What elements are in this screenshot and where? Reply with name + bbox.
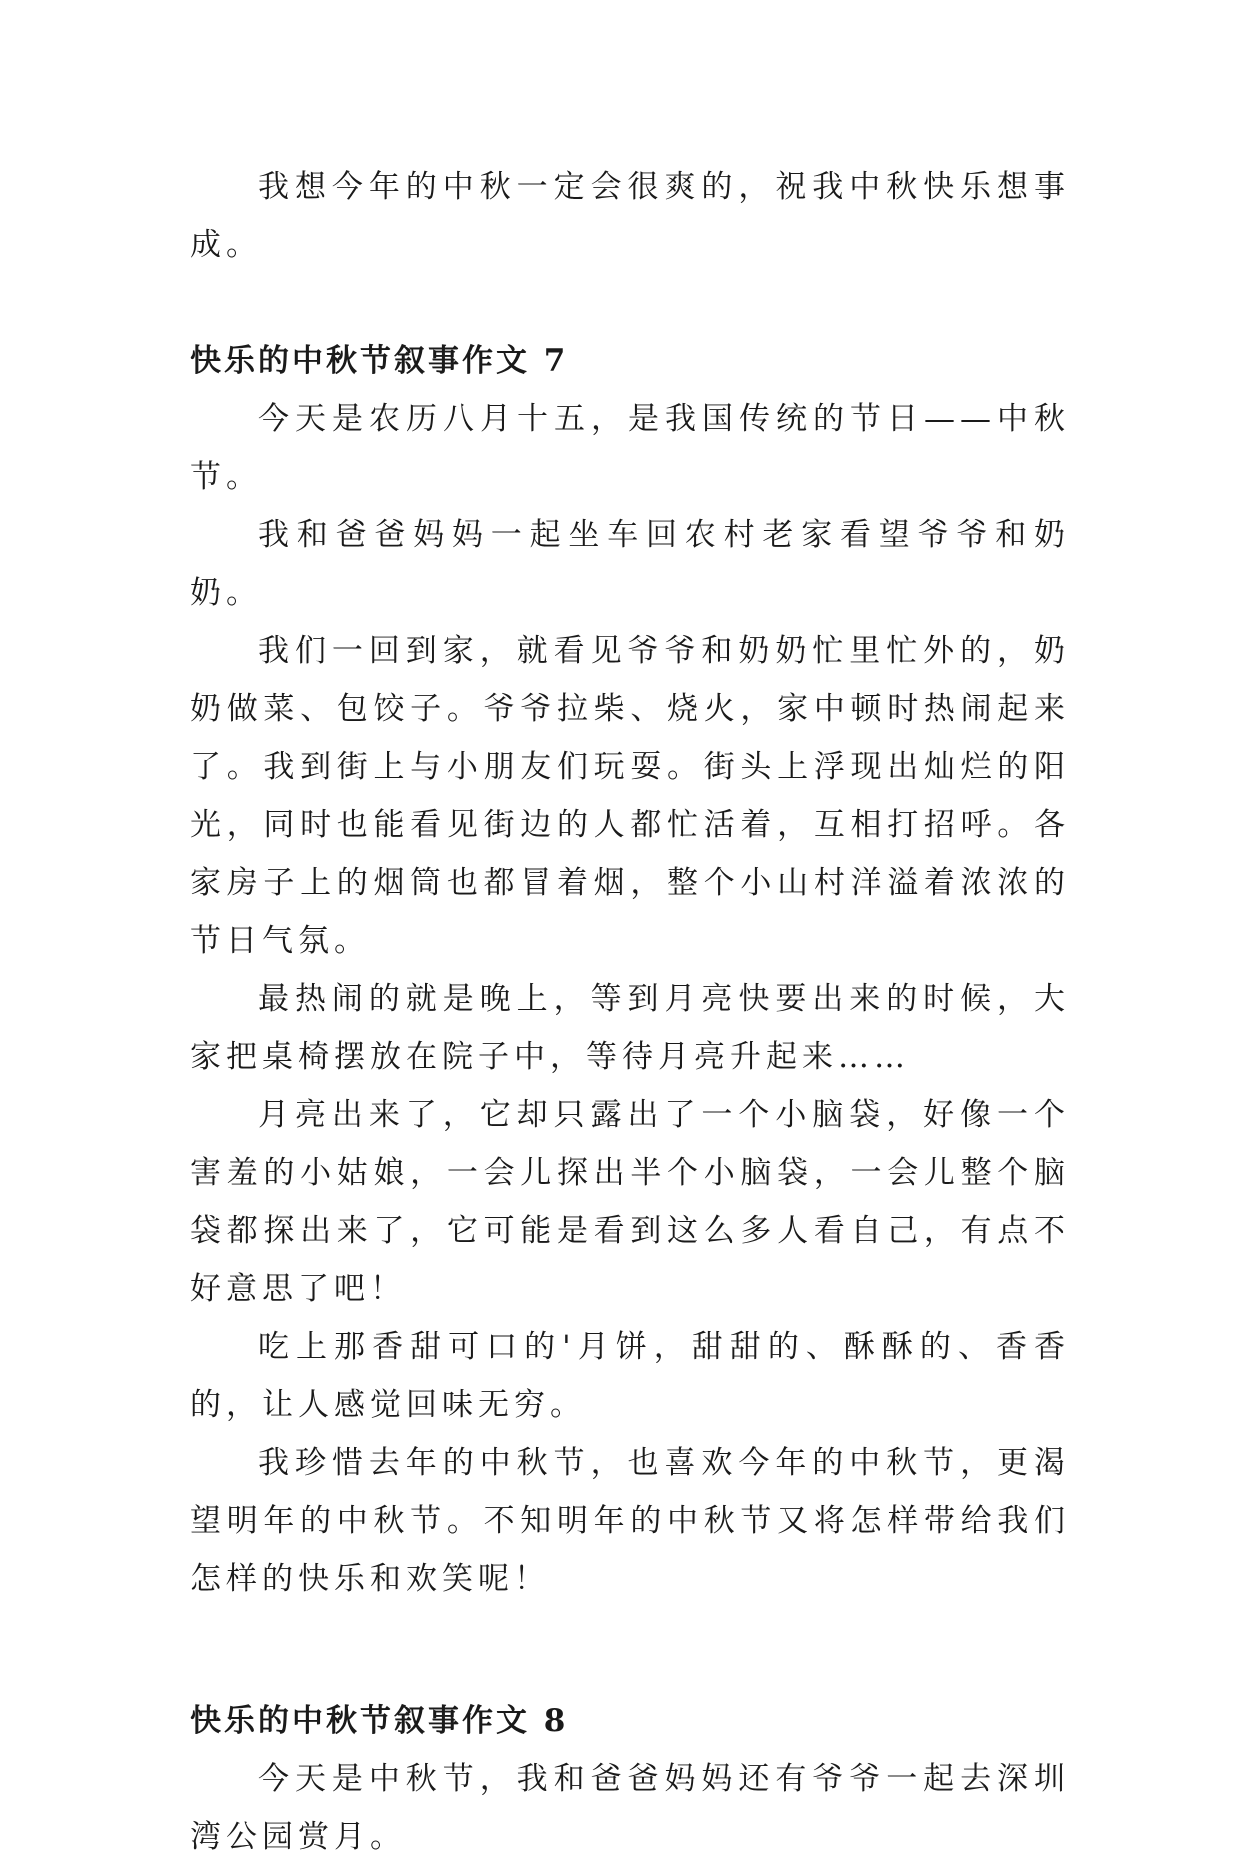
section-heading-8: 快乐的中秋节叙事作文 8 — [190, 1703, 569, 1739]
document-body — [190, 158, 1070, 1866]
paragraph: 今天是农历八月十五，是我国传统的节日——中秋节。 — [190, 401, 1070, 495]
paragraph: 今天是中秋节，我和爸爸妈妈还有爷爷一起去深圳湾公园赏月。 — [190, 1761, 1070, 1855]
paragraph: 我们一回到家，就看见爷爷和奶奶忙里忙外的，奶奶做菜、包饺子。爷爷拉柴、烧火，家中顿时热闹起来了。我到街上与小朋友们玩耍。街头上浮现出灿烂的阳光，同时也能看见街边的人都忙活着，互相打招呼。各家房子上的烟筒也都冒着烟，整个小山村洋溢着浓浓的节日气氛。 — [190, 633, 1070, 959]
paragraph: 月亮出来了，它却只露出了一个小脑袋，好像一个害羞的小姑娘，一会儿探出半个小脑袋，一会儿整个脑袋都探出来了，它可能是看到这么多人看自己，有点不好意思了吧！ — [190, 1097, 1070, 1307]
paragraph: 最热闹的就是晚上，等到月亮快要出来的时候，大家把桌椅摆放在院子中，等待月亮升起来…… — [190, 981, 1070, 1075]
section-heading-7: 快乐的中秋节叙事作文 7 — [190, 343, 569, 379]
paragraph: 我珍惜去年的中秋节，也喜欢今年的中秋节，更渴望明年的中秋节。不知明年的中秋节又将怎样带给我们怎样的快乐和欢笑呢！ — [190, 1445, 1070, 1597]
paragraph: 我和爸爸妈妈一起坐车回农村老家看望爷爷和奶奶。 — [190, 517, 1070, 611]
intro-paragraph: 我想今年的中秋一定会很爽的，祝我中秋快乐想事成。 — [190, 169, 1070, 263]
paragraph: 吃上那香甜可口的'月饼，甜甜的、酥酥的、香香的，让人感觉回味无穷。 — [190, 1329, 1070, 1423]
